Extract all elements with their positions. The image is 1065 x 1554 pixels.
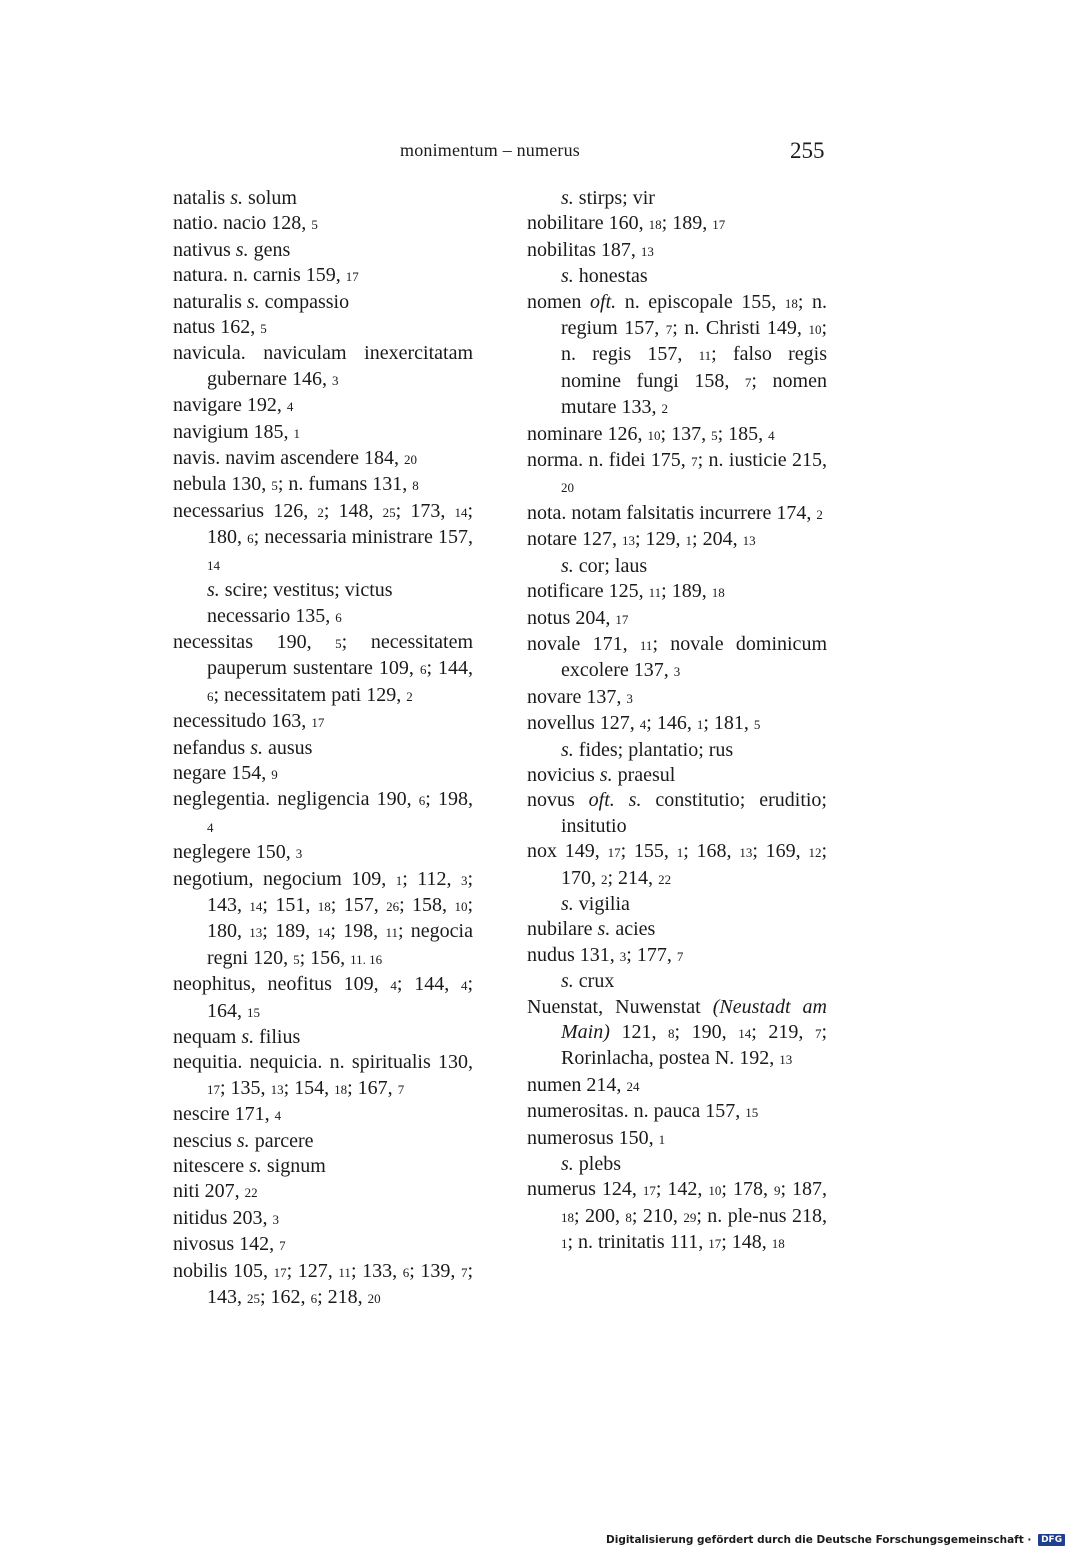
index-entry: nequam s. filius <box>173 1026 301 1048</box>
index-entry: notus 204, 17 <box>527 606 629 629</box>
index-entry: s. vigilia <box>561 892 630 915</box>
footer-credit <box>606 1534 1065 1546</box>
index-entry: neglegentia. negligencia 190, 6; 198, 4 <box>173 788 473 835</box>
index-entry: novus oft. s. constitutio; eruditio; insitutio <box>527 789 827 837</box>
index-entry: nobilis 105, 17; 127, 11; 133, 6; 139, 7; 143, 25; 162, 6; 218, 20 <box>173 1259 473 1309</box>
index-entry: notare 127, 13; 129, 1; 204, 13 <box>527 528 756 551</box>
index-entry: numerosus 150, 1 <box>527 1126 666 1149</box>
index-entry: s. plebs <box>561 1153 622 1176</box>
index-entry: necessitudo 163, 17 <box>173 710 325 733</box>
index-entry: novale 171, 11; novale dominicum excolere 137, 3 <box>527 632 827 682</box>
footer-credit-text: Digitalisierung gefördert durch die Deutsche Forschungsgemeinschaft · <box>606 1534 1032 1546</box>
index-column-left <box>173 186 473 1311</box>
index-entry: nox 149, 17; 155, 1; 168, 13; 169, 12; 170, 2; 214, 22 <box>527 840 827 889</box>
index-entry: nubilare s. acies <box>527 918 656 941</box>
index-entry: natus 162, 5 <box>173 316 267 339</box>
index-entry: natura. n. carnis 159, 17 <box>173 264 359 287</box>
index-entry: s. crux <box>561 970 615 993</box>
index-entry: nomen oft. n. episcopale 155, 18; n. regium 157, 7; n. Christi 149, 10; n. regis 157, 11; falso regis nomine fungi 158, 7; nomen mutare 133, 2 <box>527 290 827 419</box>
index-entry: notificare 125, 11; 189, 18 <box>527 580 725 603</box>
index-entry: necessitas 190, 5; necessitatem pauperum sustentare 109, 6; 144, 6; necessitatem pati 129, 2 <box>173 630 473 706</box>
index-entry: naturalis s. compassio <box>173 290 350 313</box>
index-entry: numerus 124, 17; 142, 10; 178, 9; 187, 18; 200, 8; 210, 29; n. ple-nus 218, 1; n. trinitatis 111, 17; 148, 18 <box>527 1178 828 1254</box>
index-entry: nescius s. parcere <box>173 1129 314 1152</box>
index-entry: navigare 192, 4 <box>173 394 294 417</box>
index-entry: s. scire; vestitus; victus <box>207 579 393 602</box>
running-head: monimentum – numerus <box>400 140 580 160</box>
index-entry: s. cor; laus <box>561 554 648 577</box>
index-entry: nefandus s. ausus <box>173 736 313 759</box>
index-entry: nitescere s. signum <box>173 1155 326 1178</box>
index-entry: s. honestas <box>561 265 648 288</box>
index-entry: natio. nacio 128, 5 <box>173 212 318 235</box>
index-entry: niti 207, 22 <box>173 1180 258 1203</box>
index-entry: navis. navim ascendere 184, 20 <box>173 447 418 470</box>
index-entry: nudus 131, 3; 177, 7 <box>527 943 684 966</box>
index-entry: negotium, negocium 109, 1; 112, 3; 143, 14; 151, 18; 157, 26; 158, 10; 180, 13; 189, 14; 198, 11; negocia regni 120, 5; 156, 11. 16 <box>173 867 473 969</box>
index-entry: necessarius 126, 2; 148, 25; 173, 14; 180, 6; necessaria ministrare 157, 14 <box>173 499 474 573</box>
index-entry: navigium 185, 1 <box>173 420 301 443</box>
index-entry: norma. n. fidei 175, 7; n. iusticie 215, 20 <box>527 449 827 496</box>
index-entry: nominare 126, 10; 137, 5; 185, 4 <box>527 422 775 445</box>
index-entry: novellus 127, 4; 146, 1; 181, 5 <box>527 712 761 735</box>
index-entry: Nuenstat, Nuwenstat (Neustadt am Main) 121, 8; 190, 14; 219, 7; Rorinlacha, postea N. 192, 13 <box>527 995 827 1070</box>
index-entry: nescire 171, 4 <box>173 1103 282 1126</box>
index-entry: s. stirps; vir <box>561 187 655 209</box>
index-entry: nequitia. nequicia. n. spiritualis 130, 17; 135, 13; 154, 18; 167, 7 <box>173 1051 473 1099</box>
index-entry: navicula. naviculam inexercitatam gubernare 146, 3 <box>173 342 473 390</box>
dfg-logo-icon: DFG <box>1038 1534 1065 1546</box>
index-entry: nebula 130, 5; n. fumans 131, 8 <box>173 473 419 496</box>
index-entry: numerositas. n. pauca 157, 15 <box>527 1100 759 1123</box>
index-entry: nota. notam falsitatis incurrere 174, 2 <box>527 501 823 524</box>
index-entry: s. fides; plantatio; rus <box>561 738 734 761</box>
index-entry: necessario 135, 6 <box>207 604 342 627</box>
index-entry: nobilitas 187, 13 <box>527 238 654 261</box>
index-entry: numen 214, 24 <box>527 1073 640 1096</box>
page-number: 255 <box>790 138 825 163</box>
index-entry: nitidus 203, 3 <box>173 1206 279 1229</box>
index-entry: neophitus, neofitus 109, 4; 144, 4; 164, 15 <box>173 973 473 1022</box>
index-entry: nativus s. gens <box>173 238 291 261</box>
index-entry: nivosus 142, 7 <box>173 1233 286 1256</box>
index-entry: negare 154, 9 <box>173 761 278 784</box>
index-entry: nobilitare 160, 18; 189, 17 <box>527 212 726 235</box>
index-column-right <box>527 186 827 1257</box>
index-entry: novare 137, 3 <box>527 685 633 708</box>
index-entry: neglegere 150, 3 <box>173 841 303 864</box>
index-entry: novicius s. praesul <box>527 763 676 786</box>
index-entry: natalis s. solum <box>173 187 297 209</box>
